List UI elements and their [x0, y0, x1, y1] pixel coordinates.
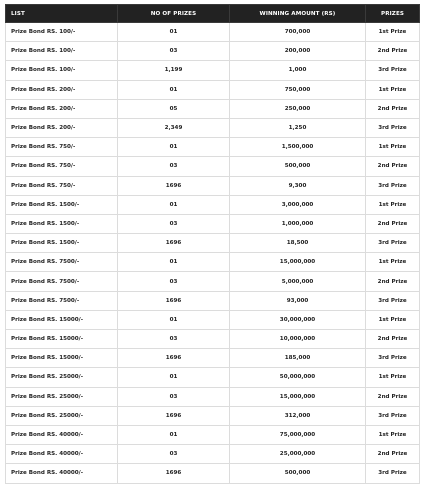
- bond-name-cell: Prize Bond RS. 100/-: [6, 42, 118, 61]
- table-row: [6, 61, 420, 80]
- winning-amount-cell: 250,000: [230, 99, 366, 118]
- prize-rank-cell: 3rd Prize: [366, 176, 420, 195]
- winning-amount-cell: 15,000,000: [230, 253, 366, 272]
- prize-count-cell: 1696: [118, 291, 230, 310]
- bond-name-cell: Prize Bond RS. 25000/-: [6, 387, 118, 406]
- bond-name-cell: Prize Bond RS. 25000/-: [6, 368, 118, 387]
- winning-amount-cell: 200,000: [230, 42, 366, 61]
- bond-name-cell: Prize Bond RS. 1500/-: [6, 195, 118, 214]
- winning-amount-cell: 312,000: [230, 406, 366, 425]
- winning-amount-cell: 25,000,000: [230, 445, 366, 464]
- prize-rank-cell: 2nd Prize: [366, 330, 420, 349]
- table-row: [6, 118, 420, 137]
- table-row: [6, 349, 420, 368]
- prize-rank-cell: 3rd Prize: [366, 464, 420, 483]
- bond-name-cell: Prize Bond RS. 15000/-: [6, 349, 118, 368]
- bond-name-cell: Prize Bond RS. 100/-: [6, 61, 118, 80]
- table-row: [6, 176, 420, 195]
- table-row: [6, 330, 420, 349]
- bond-name-cell: Prize Bond RS. 750/-: [6, 157, 118, 176]
- winning-amount-cell: 93,000: [230, 291, 366, 310]
- prize-count-cell: 1696: [118, 349, 230, 368]
- winning-amount-cell: 500,000: [230, 157, 366, 176]
- table-row: [6, 23, 420, 42]
- prize-rank-cell: 2nd Prize: [366, 99, 420, 118]
- bond-name-cell: Prize Bond RS. 200/-: [6, 80, 118, 99]
- prize-count-cell: 01: [118, 253, 230, 272]
- winning-amount-cell: 75,000,000: [230, 425, 366, 444]
- winning-amount-cell: 9,300: [230, 176, 366, 195]
- bond-name-cell: Prize Bond RS. 40000/-: [6, 425, 118, 444]
- bond-name-cell: Prize Bond RS. 750/-: [6, 138, 118, 157]
- prize-rank-cell: 1st Prize: [366, 425, 420, 444]
- prize-count-cell: 1696: [118, 406, 230, 425]
- table-row: [6, 99, 420, 118]
- prize-count-cell: 1,199: [118, 61, 230, 80]
- prize-rank-cell: 3rd Prize: [366, 291, 420, 310]
- prize-rank-cell: 3rd Prize: [366, 234, 420, 253]
- prize-count-cell: 03: [118, 272, 230, 291]
- table-row: [6, 464, 420, 483]
- table-row: [6, 445, 420, 464]
- header-winning-amount: WINNING AMOUNT (RS): [230, 5, 366, 23]
- table-row: [6, 157, 420, 176]
- table-row: [6, 310, 420, 329]
- prize-rank-cell: 1st Prize: [366, 195, 420, 214]
- prize-rank-cell: 2nd Prize: [366, 387, 420, 406]
- table-row: [6, 253, 420, 272]
- prize-rank-cell: 1st Prize: [366, 80, 420, 99]
- prize-count-cell: 03: [118, 157, 230, 176]
- header-row: [6, 5, 420, 23]
- bond-name-cell: Prize Bond RS. 1500/-: [6, 214, 118, 233]
- header-prizes: PRIZES: [366, 5, 420, 23]
- bond-name-cell: Prize Bond RS. 7500/-: [6, 272, 118, 291]
- table-row: [6, 291, 420, 310]
- winning-amount-cell: 750,000: [230, 80, 366, 99]
- winning-amount-cell: 1,000,000: [230, 214, 366, 233]
- table-row: [6, 234, 420, 253]
- prize-count-cell: 1696: [118, 176, 230, 195]
- prize-rank-cell: 1st Prize: [366, 138, 420, 157]
- prize-rank-cell: 2nd Prize: [366, 42, 420, 61]
- prize-count-cell: 1696: [118, 234, 230, 253]
- prize-rank-cell: 3rd Prize: [366, 118, 420, 137]
- bond-name-cell: Prize Bond RS. 7500/-: [6, 291, 118, 310]
- prize-count-cell: 05: [118, 99, 230, 118]
- winning-amount-cell: 15,000,000: [230, 387, 366, 406]
- prize-rank-cell: 2nd Prize: [366, 445, 420, 464]
- bond-name-cell: Prize Bond RS. 25000/-: [6, 406, 118, 425]
- prize-count-cell: 01: [118, 310, 230, 329]
- header-list: LIST: [6, 5, 118, 23]
- table-row: [6, 42, 420, 61]
- prize-rank-cell: 1st Prize: [366, 23, 420, 42]
- bond-name-cell: Prize Bond RS. 1500/-: [6, 234, 118, 253]
- table-row: [6, 80, 420, 99]
- winning-amount-cell: 700,000: [230, 23, 366, 42]
- prize-count-cell: 03: [118, 445, 230, 464]
- header-no-of-prizes: NO OF PRIZES: [118, 5, 230, 23]
- table-body: [6, 23, 420, 484]
- bond-name-cell: Prize Bond RS. 750/-: [6, 176, 118, 195]
- table-row: [6, 195, 420, 214]
- prize-rank-cell: 3rd Prize: [366, 61, 420, 80]
- prize-count-cell: 03: [118, 387, 230, 406]
- winning-amount-cell: 50,000,000: [230, 368, 366, 387]
- winning-amount-cell: 18,500: [230, 234, 366, 253]
- prize-rank-cell: 1st Prize: [366, 368, 420, 387]
- prize-count-cell: 01: [118, 425, 230, 444]
- prize-count-cell: 03: [118, 42, 230, 61]
- winning-amount-cell: 500,000: [230, 464, 366, 483]
- prize-count-cell: 01: [118, 368, 230, 387]
- prize-count-cell: 03: [118, 330, 230, 349]
- prize-rank-cell: 1st Prize: [366, 253, 420, 272]
- prize-rank-cell: 2nd Prize: [366, 214, 420, 233]
- winning-amount-cell: 3,000,000: [230, 195, 366, 214]
- prize-rank-cell: 3rd Prize: [366, 349, 420, 368]
- prize-count-cell: 2,349: [118, 118, 230, 137]
- bond-name-cell: Prize Bond RS. 7500/-: [6, 253, 118, 272]
- prize-rank-cell: 2nd Prize: [366, 272, 420, 291]
- table-row: [6, 406, 420, 425]
- winning-amount-cell: 1,000: [230, 61, 366, 80]
- table-row: [6, 368, 420, 387]
- prize-count-cell: 01: [118, 23, 230, 42]
- table-row: [6, 387, 420, 406]
- table-row: [6, 272, 420, 291]
- winning-amount-cell: 1,250: [230, 118, 366, 137]
- prize-table-container: [5, 4, 419, 484]
- prize-count-cell: 1696: [118, 464, 230, 483]
- winning-amount-cell: 185,000: [230, 349, 366, 368]
- bond-name-cell: Prize Bond RS. 200/-: [6, 118, 118, 137]
- prize-bond-table: [5, 4, 420, 484]
- prize-rank-cell: 1st Prize: [366, 310, 420, 329]
- bond-name-cell: Prize Bond RS. 200/-: [6, 99, 118, 118]
- bond-name-cell: Prize Bond RS. 15000/-: [6, 330, 118, 349]
- prize-count-cell: 01: [118, 80, 230, 99]
- bond-name-cell: Prize Bond RS. 40000/-: [6, 445, 118, 464]
- bond-name-cell: Prize Bond RS. 15000/-: [6, 310, 118, 329]
- prize-rank-cell: 2nd Prize: [366, 157, 420, 176]
- winning-amount-cell: 10,000,000: [230, 330, 366, 349]
- prize-rank-cell: 3rd Prize: [366, 406, 420, 425]
- bond-name-cell: Prize Bond RS. 100/-: [6, 23, 118, 42]
- table-row: [6, 138, 420, 157]
- table-header: [6, 5, 420, 23]
- prize-count-cell: 03: [118, 214, 230, 233]
- prize-count-cell: 01: [118, 138, 230, 157]
- winning-amount-cell: 30,000,000: [230, 310, 366, 329]
- bond-name-cell: Prize Bond RS. 40000/-: [6, 464, 118, 483]
- winning-amount-cell: 1,500,000: [230, 138, 366, 157]
- table-row: [6, 214, 420, 233]
- table-row: [6, 425, 420, 444]
- prize-count-cell: 01: [118, 195, 230, 214]
- winning-amount-cell: 5,000,000: [230, 272, 366, 291]
